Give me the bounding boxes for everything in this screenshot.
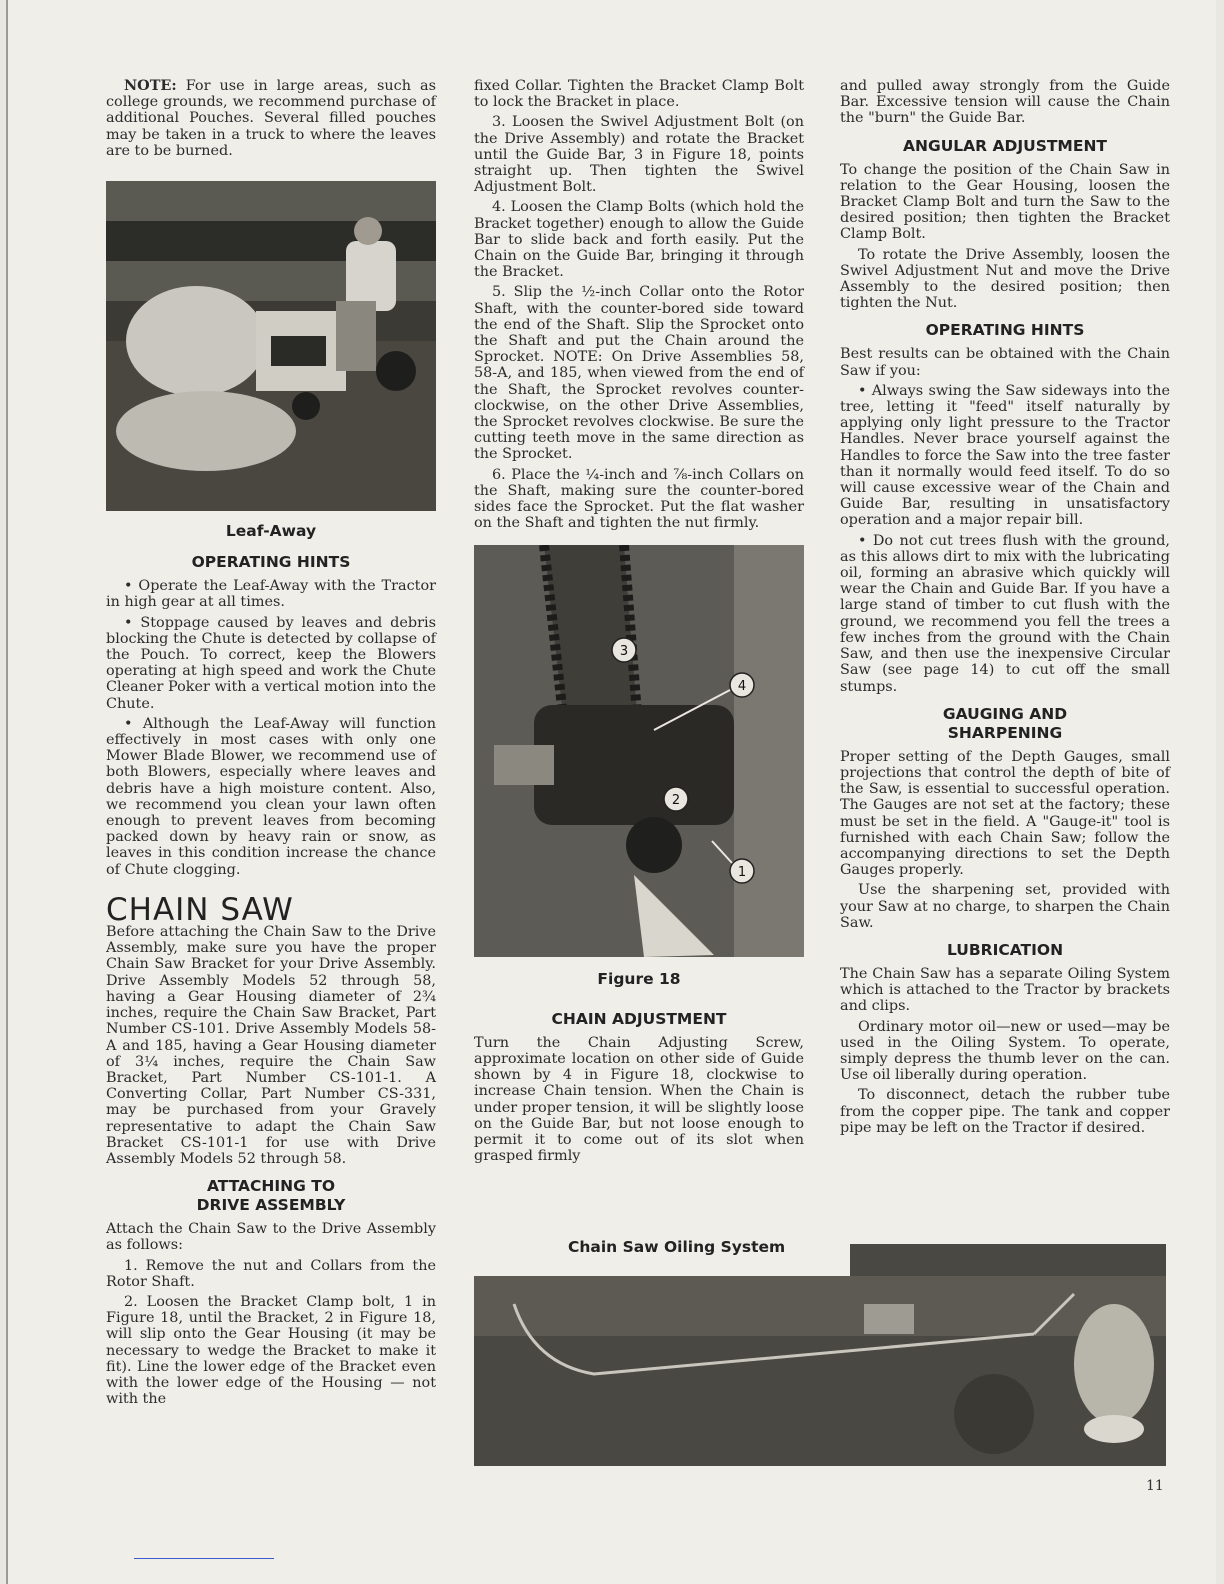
angular-paragraph-1: To change the position of the Chain Saw in relation to the Gear Housing, loosen the Bracket Clamp Bolt and turn the Saw to the desired position; then tighten the Bracket Clamp Bolt. [840, 161, 1170, 243]
step-3: 3. Loosen the Swivel Adjustment Bolt (on the Drive Assembly) and rotate the Bracket until the Guide Bar, 3 in Figure 18, points straight up. Then tighten the Swivel Adjustment Bolt. [474, 114, 804, 196]
column-1 [106, 78, 436, 1411]
oiling-system-caption: Chain Saw Oiling System [568, 1238, 786, 1256]
operating-hints-heading: OPERATING HINTS [191, 553, 351, 572]
hint-item: • Do not cut trees flush with the ground, as this allows dirt to mix with the lubricating oil, forming an abrasive which quickly will wear the Chain and Guide Bar. If you have a large stand of timber to cut flush with the ground, we recommend you fell the trees a few inches from the ground with the Chain Saw, and then use the inexpensive Circular Saw (see page 14) to cut off the small stumps. [840, 532, 1170, 695]
lubrication-heading: LUBRICATION [946, 940, 1064, 959]
footer-line [134, 1558, 274, 1559]
callout-1: 1 [737, 865, 747, 881]
chain-saw-heading: CHAIN SAW [106, 891, 294, 928]
step-4: 4. Loosen the Clamp Bolts (which hold the Bracket together) enough to allow the Guide Bar to slide back and forth easily. Put the Chain on the Guide Bar, bringing it through the Bracket. [474, 199, 804, 281]
lubrication-paragraph-2: Ordinary motor oil—new or used—may be used in the Oiling System. To operate, simply depress the thumb lever on the can. Use oil liberally during operation. [840, 1018, 1170, 1084]
hint-item: • Stoppage caused by leaves and debris blocking the Chute is detected by collapse of the Pouch. To correct, keep the Blowers operating at high speed and work the Chute Cleaner Poker with a vertical motion into the Chute. [106, 614, 436, 712]
callout-4: 4 [737, 679, 747, 695]
angular-adjustment-heading: ANGULAR ADJUSTMENT [903, 136, 1107, 155]
step-6: 6. Place the ¼-inch and ⅞-inch Collars on the Shaft, making sure the counter-bored sides face the Sprocket. Put the flat washer on the Shaft and tighten the nut firmly. [474, 466, 804, 532]
note-text: For use in large areas, such as college grounds, we recommend purchase of additional Pouches. Several filled pouches may be taken in a truck to where the leaves are to be burned. [106, 78, 436, 159]
column-3 [840, 78, 1170, 1140]
step-2: 2. Loosen the Bracket Clamp bolt, 1 in Figure 18, until the Bracket, 2 in Figure 18, will slip onto the Gear Housing (it may be necessary to wedge the Bracket to make it fit). Line the lower edge of the Bracket even with the lower edge of the Housing — not with the [106, 1293, 436, 1408]
attaching-heading: ATTACHING TO DRIVE ASSEMBLY [196, 1177, 346, 1215]
angular-paragraph-2: To rotate the Drive Assembly, loosen the Swivel Adjustment Nut and move the Drive Assembly to the desired position; then tighten the Nut. [840, 246, 1170, 312]
operating-hints-heading-2: OPERATING HINTS [925, 321, 1085, 340]
chain-adjustment-continued: and pulled away strongly from the Guide Bar. Excessive tension will cause the Chain the "burn" the Guide Bar. [840, 78, 1170, 127]
lubrication-paragraph-1: The Chain Saw has a separate Oiling System which is attached to the Tractor by brackets and clips. [840, 965, 1170, 1015]
hint-item: • Although the Leaf-Away will function effectively in most cases with only one Mower Blade Blower, we recommend use of both Blowers, especially where leaves and debris have a high moisture content. Also, we recommend you clean your lawn often enough to prevent leaves from becoming packed down by heavy rain or snow, as leaves in this condition increase the chance of Chute clogging. [106, 715, 436, 878]
hints-intro: Best results can be obtained with the Chain Saw if you: [840, 346, 1170, 379]
callout-3: 3 [619, 644, 629, 660]
column-2 [474, 78, 804, 1168]
callout-2: 2 [671, 793, 681, 809]
figure-18-caption: Figure 18 [597, 970, 681, 989]
oiling-system-photo [474, 1244, 1166, 1466]
leaf-away-photo [106, 181, 436, 511]
hint-item: • Operate the Leaf-Away with the Tractor in high gear at all times. [106, 578, 436, 611]
leaf-away-caption: Leaf-Away [225, 522, 317, 541]
note-label: NOTE: [124, 77, 177, 94]
step-1: 1. Remove the nut and Collars from the Rotor Shaft. [106, 1257, 436, 1290]
chain-adjustment-text: Turn the Chain Adjusting Screw, approximate location on other side of Guide shown by 4 in Figure 18, clockwise to increase Chain tension. When the Chain is under proper tension, it will be slightly loose on the Guide Bar, but not loose enough to permit it to come out of its slot when grasped firmly [474, 1034, 804, 1165]
chain-adjustment-heading: CHAIN ADJUSTMENT [551, 1009, 727, 1028]
figure-18-photo [474, 545, 804, 957]
manual-page [6, 0, 1216, 1584]
gauging-paragraph-2: Use the sharpening set, provided with your Saw at no charge, to sharpen the Chain Saw. [840, 882, 1170, 931]
chain-saw-intro: Before attaching the Chain Saw to the Drive Assembly, make sure you have the proper Chain Saw Bracket for your Drive Assembly. Drive Assembly Models 52 through 58, having a Gear Housing diameter of 2¾ inches, require the Chain Saw Bracket, Part Number CS-101. Drive Assembly Models 58-A and 185, having a Gear Housing diameter of 3¼ inches, require the Chain Saw Bracket, Part Number CS-101-1. A Converting Collar, Part Number CS-331, may be purchased from your Gravely representative to adapt the Chain Saw Bracket CS-101-1 for use with Drive Assembly Models 52 through 58. [106, 924, 436, 1167]
note-paragraph [106, 78, 436, 159]
gauging-paragraph-1: Proper setting of the Depth Gauges, small projections that control the depth of bite of the Saw, is essential to successful operation. The Gauges are not set at the factory; these must be set in the field. A "Gauge-it" tool is furnished with each Chain Saw; follow the accompanying directions to set the Depth Gauges properly. [840, 748, 1170, 879]
lubrication-paragraph-3: To disconnect, detach the rubber tube from the copper pipe. The tank and copper pipe may be left on the Tractor if desired. [840, 1087, 1170, 1136]
page-number: 11 [1146, 1478, 1164, 1494]
step-2-continued: fixed Collar. Tighten the Bracket Clamp Bolt to lock the Bracket in place. [474, 78, 804, 111]
gauging-heading: GAUGING AND SHARPENING [942, 704, 1068, 742]
hint-item: • Always swing the Saw sideways into the tree, letting it "feed" itself naturally by applying only light pressure to the Tractor Handles. Never brace yourself against the Handles to force the Saw into the tree faster than it normally would feed itself. To do so will cause excessive wear of the Chain and Guide Bar, resulting in unsatisfactory operation and a major repair bill. [840, 382, 1170, 529]
attaching-intro: Attach the Chain Saw to the Drive Assembly as follows: [106, 1221, 436, 1254]
step-5: 5. Slip the ½-inch Collar onto the Rotor Shaft, with the counter-bored side toward the end of the Shaft. Slip the Sprocket onto the Shaft and put the Chain around the Sprocket. NOTE: On Drive Assemblies 58, 58-A, and 185, when viewed from the end of the Shaft, the Sprocket revolves counter-clockwise, on the other Drive Assemblies, the Sprocket revolves clockwise. Be sure the cutting teeth move in the same direction as the Sprocket. [474, 284, 804, 463]
